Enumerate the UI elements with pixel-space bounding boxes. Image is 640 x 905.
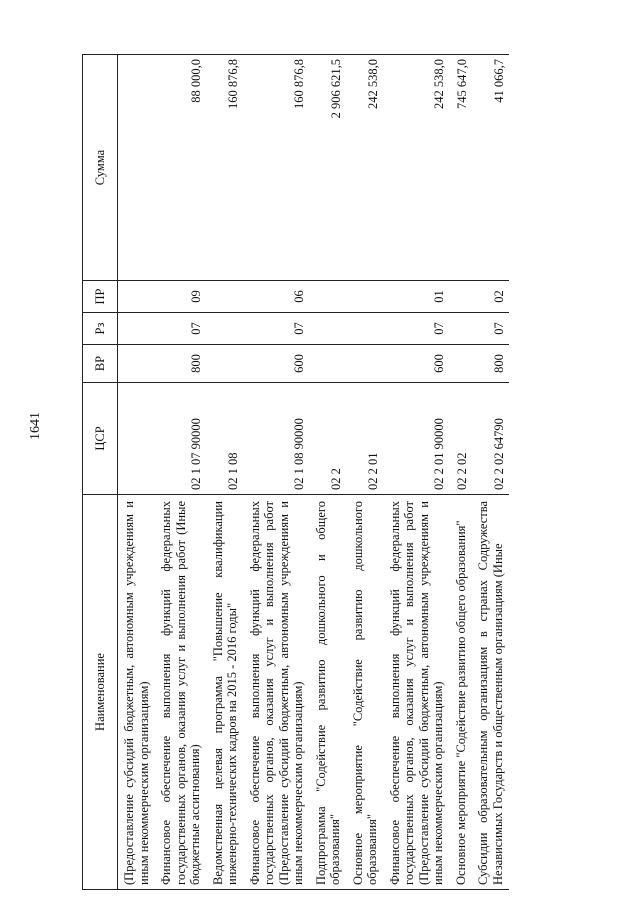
row-vr: 800 — [155, 345, 207, 383]
header-name: Наименование — [83, 495, 118, 890]
row-pr: 09 — [155, 281, 207, 313]
table-row — [118, 55, 156, 890]
row-rz: 07 — [384, 313, 450, 345]
row-sum: 160 876,8 — [207, 55, 244, 281]
row-csr: 02 2 — [310, 383, 347, 495]
row-csr: 02 1 07 90000 — [155, 383, 207, 495]
row-name: Ведомственная целевая программа "Повышение квалификации инженерно-технических кадров на 2015 - 2016 годы" — [207, 495, 244, 890]
table-row — [384, 55, 450, 890]
row-csr: 02 2 01 — [347, 383, 384, 495]
header-rz: Рз — [83, 313, 118, 345]
table-row — [244, 55, 310, 890]
header-vr: ВР — [83, 345, 118, 383]
row-sum: 2 906 621,5 — [310, 55, 347, 281]
row-rz: 07 — [472, 313, 509, 345]
row-csr: 02 2 01 90000 — [384, 383, 450, 495]
row-pr — [450, 281, 473, 313]
row-rz — [118, 313, 156, 345]
budget-table — [82, 54, 509, 890]
row-name: Основное мероприятие "Содействие развитию общего образования" — [450, 495, 473, 890]
row-pr — [118, 281, 156, 313]
row-pr — [310, 281, 347, 313]
row-name: (Предоставление субсидий бюджетным, автономным учреждениям и иным некоммерческим организациям) — [118, 495, 156, 890]
table-row — [347, 55, 384, 890]
table-row — [472, 55, 509, 890]
row-csr: 02 1 08 — [207, 383, 244, 495]
row-name: Финансовое обеспечение выполнения функций федеральных государственных органов, оказания услуг и выполнения работ (Предоставление субсидий бюджетным, автономным учреждениям и иным некоммерческим организациям) — [384, 495, 450, 890]
row-vr — [207, 345, 244, 383]
table-row — [207, 55, 244, 890]
row-sum: 242 538,0 — [384, 55, 450, 281]
budget-table-container — [82, 55, 610, 890]
row-csr: 02 2 02 — [450, 383, 473, 495]
row-name: Финансовое обеспечение выполнения функций федеральных государственных органов, оказания услуг и выполнения работ (Иные бюджетные ассигнования) — [155, 495, 207, 890]
row-name: Подпрограмма "Содействие развитию дошкольного и общего образования" — [310, 495, 347, 890]
row-sum: 41 066,7 — [472, 55, 509, 281]
row-vr: 800 — [472, 345, 509, 383]
row-vr — [118, 345, 156, 383]
table-row — [450, 55, 473, 890]
row-csr — [118, 383, 156, 495]
row-sum: 160 876,8 — [244, 55, 310, 281]
row-sum: 242 538,0 — [347, 55, 384, 281]
row-name: Основное мероприятие "Содействие развитию дошкольного образования" — [347, 495, 384, 890]
row-name: Субсидии образовательным организациям в странах Содружества Независимых Государств и общественным организациям (Иные — [472, 495, 509, 890]
row-rz — [347, 313, 384, 345]
row-vr: 600 — [384, 345, 450, 383]
row-sum: 745 647,0 — [450, 55, 473, 281]
header-pr: ПР — [83, 281, 118, 313]
row-rz: 07 — [155, 313, 207, 345]
table-row — [155, 55, 207, 890]
row-rz — [450, 313, 473, 345]
row-pr: 06 — [244, 281, 310, 313]
row-vr — [310, 345, 347, 383]
row-rz — [310, 313, 347, 345]
table-header-row — [83, 55, 118, 890]
row-csr: 02 1 08 90000 — [244, 383, 310, 495]
row-vr — [450, 345, 473, 383]
row-name: Финансовое обеспечение выполнения функций федеральных государственных органов, оказания услуг и выполнения работ (Предоставление субсидий бюджетным, автономным учреждениям и иным некоммерческим организациям) — [244, 495, 310, 890]
row-csr: 02 2 02 64790 — [472, 383, 509, 495]
header-sum: Сумма — [83, 55, 118, 281]
header-csr: ЦСР — [83, 383, 118, 495]
row-pr — [207, 281, 244, 313]
row-sum — [118, 55, 156, 281]
row-rz: 07 — [244, 313, 310, 345]
row-rz — [207, 313, 244, 345]
row-vr: 600 — [244, 345, 310, 383]
row-sum: 88 000,0 — [155, 55, 207, 281]
row-pr: 02 — [472, 281, 509, 313]
page-number: 1641 — [28, 412, 43, 440]
row-pr: 01 — [384, 281, 450, 313]
row-vr — [347, 345, 384, 383]
table-row — [310, 55, 347, 890]
row-pr — [347, 281, 384, 313]
